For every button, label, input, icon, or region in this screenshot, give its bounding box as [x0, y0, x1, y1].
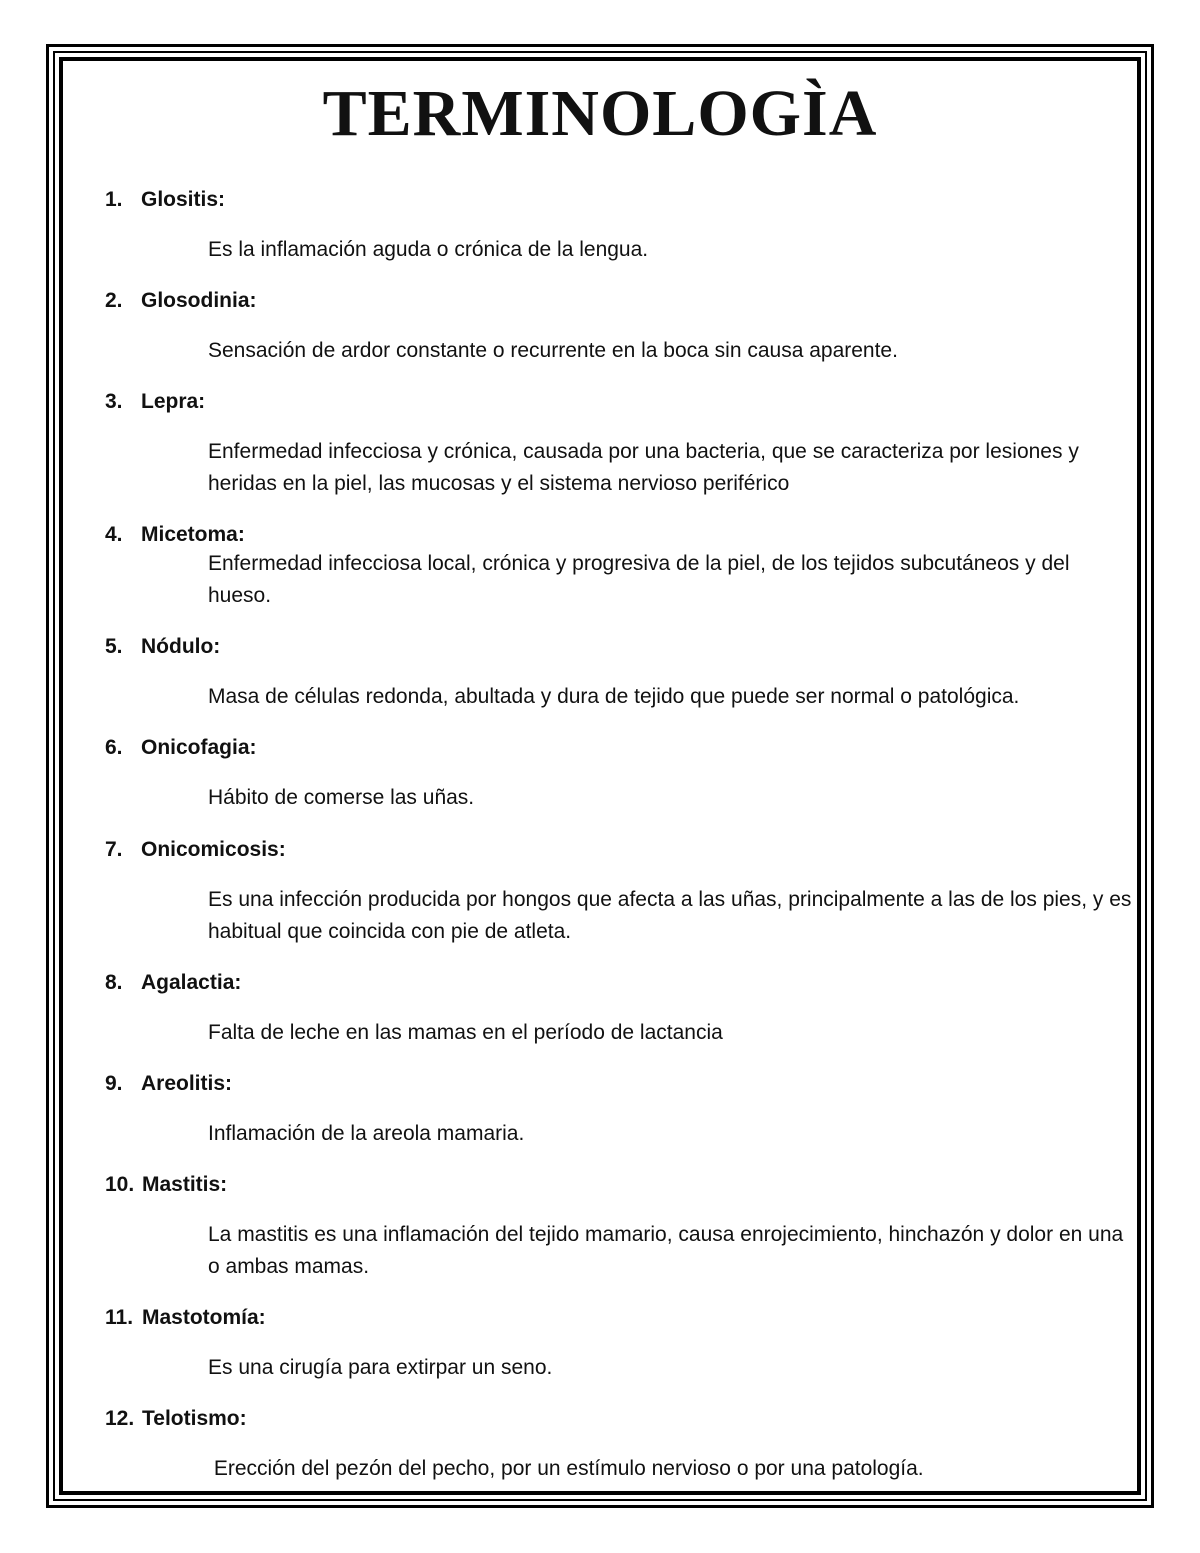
term-heading — [105, 1071, 232, 1097]
term-heading — [105, 389, 205, 415]
term-definition: Enfermedad infecciosa local, crónica y progresiva de la piel, de los tejidos subcutáneos y del hueso. — [208, 552, 1070, 607]
term-name: Onicomicosis: — [141, 838, 286, 861]
term-heading — [105, 1406, 247, 1432]
term-number: 9. — [105, 1072, 123, 1095]
term-heading — [105, 735, 257, 761]
term-name: Glositis: — [141, 188, 226, 211]
term-heading — [105, 1172, 227, 1198]
term-definition: Enfermedad infecciosa y crónica, causada por una bacteria, que se caracteriza por lesiones y heridas en la piel, las mucosas y el sistema nervioso periférico — [208, 440, 1079, 495]
term-name: Mastitis: — [142, 1173, 228, 1196]
term-number: 6. — [105, 736, 123, 759]
term-definition: Hábito de comerse las uñas. — [208, 786, 475, 809]
term-definition: Es una infección producida por hongos que afecta a las uñas, principalmente a las de los pies, y es habitual que coincida con pie de atleta. — [208, 888, 1132, 943]
term-definition: Es una cirugía para extirpar un seno. — [208, 1356, 553, 1379]
term-definition: Falta de leche en las mamas en el período de lactancia — [208, 1021, 723, 1044]
term-name: Areolitis: — [141, 1072, 233, 1095]
term-name: Mastotomía: — [142, 1306, 266, 1329]
term-number: 1. — [105, 188, 123, 211]
term-heading — [105, 288, 257, 314]
term-definition: Masa de células redonda, abultada y dura de tejido que puede ser normal o patológica. — [208, 685, 1020, 708]
term-name: Agalactia: — [141, 971, 242, 994]
term-name: Lepra: — [141, 390, 206, 413]
term-heading — [105, 634, 220, 660]
term-number: 10. — [105, 1173, 135, 1196]
term-name: Nódulo: — [141, 635, 221, 658]
term-definition: La mastitis es una inflamación del tejido mamario, causa enrojecimiento, hinchazón y dolor en una o ambas mamas. — [208, 1223, 1124, 1278]
term-name: Glosodinia: — [141, 289, 257, 312]
term-heading — [105, 970, 241, 996]
term-number: 12. — [105, 1407, 135, 1430]
term-heading — [105, 1305, 266, 1331]
term-heading — [105, 837, 286, 863]
term-definition: Es la inflamación aguda o crónica de la lengua. — [208, 238, 649, 261]
page-title: TERMINOLOGÌA — [322, 77, 878, 150]
term-number: 2. — [105, 289, 123, 312]
term-number: 5. — [105, 635, 123, 658]
term-number: 7. — [105, 838, 123, 861]
term-heading — [105, 522, 245, 548]
term-definition: Sensación de ardor constante o recurrente en la boca sin causa aparente. — [208, 339, 898, 362]
term-number: 4. — [105, 523, 123, 546]
term-definition: Erección del pezón del pecho, por un estímulo nervioso o por una patología. — [208, 1457, 924, 1480]
term-heading — [105, 187, 225, 213]
term-name: Onicofagia: — [141, 736, 257, 759]
term-name: Telotismo: — [142, 1407, 247, 1430]
term-number: 8. — [105, 971, 123, 994]
term-number: 11. — [105, 1306, 134, 1329]
term-name: Micetoma: — [141, 523, 245, 546]
term-definition: Inflamación de la areola mamaria. — [208, 1122, 525, 1145]
term-number: 3. — [105, 390, 123, 413]
